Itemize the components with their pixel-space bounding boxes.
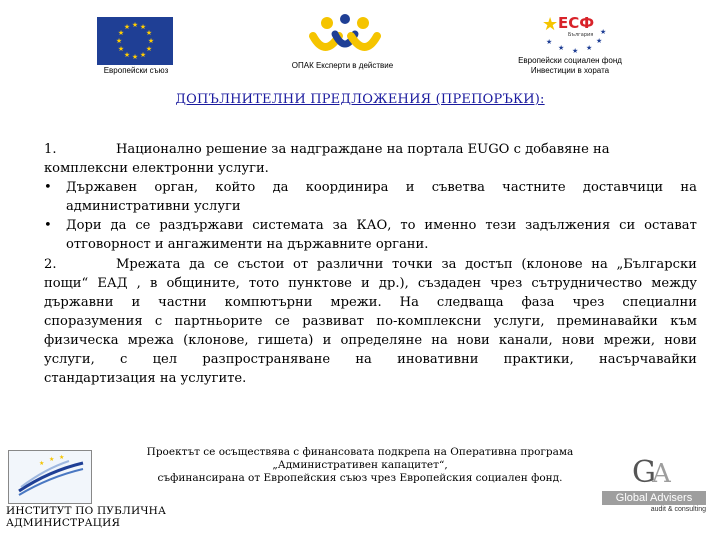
svg-text:★: ★	[147, 37, 155, 45]
word: насърчавайки	[599, 352, 697, 368]
item2-line2	[44, 274, 697, 293]
svg-text:★: ★	[586, 44, 593, 52]
word: на	[680, 180, 697, 196]
word: който	[215, 180, 256, 196]
ga-subtitle: audit & consulting	[650, 506, 706, 513]
word: „Български	[616, 256, 697, 272]
word: доставчици	[582, 180, 664, 196]
word: то	[400, 218, 416, 234]
word: да	[110, 218, 127, 234]
word: състои	[237, 256, 285, 272]
word: на	[355, 352, 372, 368]
item2-line4	[44, 312, 697, 331]
word: др.),	[378, 275, 409, 291]
word: да	[189, 256, 206, 272]
svg-text:България: България	[568, 32, 594, 38]
word: създаден	[417, 275, 482, 291]
word: по-комплексни	[376, 313, 482, 329]
esf-logo	[532, 12, 612, 56]
word: (клонове,	[183, 332, 249, 348]
ipa-caption-line2: АДМИНИСТРАЦИЯ	[6, 517, 121, 529]
bullet2-line2: отговорност и ангажименти на държавните органи.	[66, 237, 429, 253]
svg-text:G: G	[632, 455, 656, 488]
word: за	[441, 256, 457, 272]
word: сътрудничество	[531, 275, 643, 291]
word: към	[670, 313, 697, 329]
word: На	[399, 294, 419, 310]
word: общините,	[166, 275, 240, 291]
word: пощи“	[44, 275, 89, 291]
word: и	[361, 275, 370, 291]
page-title: ДОПЪЛНИТЕЛНИ ПРЕДЛОЖЕНИЯ (ПРЕПОРЪКИ):	[175, 92, 545, 107]
word: нови	[664, 332, 697, 348]
svg-text:★: ★	[131, 21, 139, 29]
svg-text:★: ★	[596, 37, 603, 45]
item2-line3	[44, 293, 697, 312]
svg-text:★: ★	[117, 45, 125, 53]
item1-text-line2: комплексни електронни услуги.	[44, 161, 269, 177]
bullet1	[44, 178, 697, 197]
ga-brand: Global Advisers	[602, 491, 706, 505]
word: се	[274, 313, 290, 329]
eu-flag-logo	[97, 17, 173, 65]
svg-text:★: ★	[117, 29, 125, 37]
word: определяне	[340, 332, 423, 348]
word: чрез	[490, 275, 523, 291]
word: частни	[158, 294, 207, 310]
svg-text:★: ★	[59, 454, 65, 461]
ipa-caption	[6, 505, 176, 529]
svg-text:★: ★	[600, 28, 607, 36]
word: различни	[316, 256, 384, 272]
word: иновативни	[397, 352, 479, 368]
word: раздържави	[159, 218, 244, 234]
word: услуги,	[44, 352, 95, 368]
word: между	[651, 275, 697, 291]
word: се	[135, 218, 151, 234]
word: именно	[424, 218, 477, 234]
funding-line1: Проектът се осъществява с финансовата подкрепа на Оперативна програма	[146, 446, 574, 458]
word: си	[619, 218, 636, 234]
svg-text:★: ★	[145, 45, 153, 53]
svg-text:★: ★	[558, 44, 565, 52]
word: в	[149, 275, 158, 291]
word: от	[293, 256, 309, 272]
word: държавни	[44, 294, 114, 310]
word: частните	[502, 180, 566, 196]
word: чрез	[572, 294, 605, 310]
bullet2	[44, 216, 697, 235]
ipa-caption-line1: ИНСТИТУТ ПО ПУБЛИЧНА	[6, 505, 167, 517]
item2-line7: стандартизация на услугите.	[44, 371, 247, 387]
word: споразумения	[44, 313, 143, 329]
word: Дори	[66, 218, 102, 234]
item2-number: 2.	[44, 256, 57, 272]
word: развиват	[302, 313, 365, 329]
word: мрежа	[127, 332, 174, 348]
word: нови	[561, 332, 595, 348]
item2-text-line1	[116, 255, 697, 274]
word: се	[213, 256, 229, 272]
word: на	[591, 256, 608, 272]
word: тези	[485, 218, 517, 234]
word: ,	[136, 275, 141, 291]
word: пунктове	[288, 275, 352, 291]
svg-text:★: ★	[123, 23, 131, 31]
word: (клонове	[521, 256, 583, 272]
recommendations-body	[44, 140, 697, 388]
word: орган,	[154, 180, 199, 196]
item2-line6	[44, 350, 697, 369]
word: с	[154, 313, 163, 329]
word: компютърни	[224, 294, 313, 310]
item2-line1	[44, 255, 697, 274]
word: координира	[305, 180, 389, 196]
esf-caption-line1: Европейски социален фонд	[518, 56, 622, 65]
svg-text:★: ★	[542, 14, 559, 35]
word: с	[120, 352, 128, 368]
word: мрежи,	[603, 332, 655, 348]
svg-text:★: ★	[49, 456, 55, 463]
bullet1-line1	[66, 178, 697, 197]
word: следваща	[436, 294, 504, 310]
funding-line3: съфинансирана от Европейския съюз чрез Европейския социален фонд.	[157, 472, 563, 484]
word: разпространяване	[202, 352, 331, 368]
ipa-logo	[8, 450, 92, 504]
svg-text:★: ★	[115, 37, 123, 45]
word: Държавен	[66, 180, 138, 196]
word: фаза	[521, 294, 555, 310]
opak-logo	[305, 14, 385, 60]
item1-text-line1: Национално решение за надграждане на портала EUGO с добавяне на	[116, 142, 610, 157]
item2-line5	[44, 331, 697, 350]
svg-text:★: ★	[39, 460, 45, 467]
word: на	[431, 332, 448, 348]
word: и	[405, 180, 415, 196]
esf-caption	[500, 56, 640, 76]
word: за	[332, 218, 348, 234]
word: преминавайки	[556, 313, 658, 329]
word: нови	[457, 332, 490, 348]
bullet2-line1	[66, 216, 697, 235]
word: канали,	[498, 332, 553, 348]
bullet1-line2: административни услуги	[66, 199, 241, 215]
word: КАО,	[356, 218, 392, 234]
word: гишета)	[257, 332, 314, 348]
word: цел	[152, 352, 178, 368]
svg-text:ЕСФ: ЕСФ	[558, 14, 595, 32]
word: и	[131, 294, 141, 310]
word: точки	[392, 256, 433, 272]
svg-text:★: ★	[139, 51, 147, 59]
bullet1-mark: •	[44, 180, 52, 196]
word: услуги,	[493, 313, 545, 329]
word: практики,	[503, 352, 574, 368]
svg-text:★: ★	[546, 38, 553, 46]
eu-stars-icon	[97, 17, 173, 65]
funding-line2: „Административен капацитет“,	[272, 459, 448, 471]
word: тото	[248, 275, 280, 291]
word: физическа	[44, 332, 119, 348]
word: ЕАД	[97, 275, 128, 291]
word: задължения	[525, 218, 611, 234]
svg-text:★: ★	[131, 53, 139, 61]
funding-statement	[120, 446, 600, 485]
word: системата	[252, 218, 324, 234]
word: достъп	[465, 256, 513, 272]
word: специални	[622, 294, 697, 310]
word: Мрежата	[116, 256, 181, 272]
opak-caption: ОПАК Експерти в действие	[291, 61, 394, 70]
word: мрежи.	[330, 294, 382, 310]
svg-text:★: ★	[123, 51, 131, 59]
word: остават	[644, 218, 697, 234]
word: и	[322, 332, 332, 348]
svg-text:★: ★	[139, 23, 147, 31]
item1-line1	[44, 140, 697, 159]
item1-number: 1.	[44, 142, 57, 157]
global-advisers-logo	[628, 454, 678, 488]
word: да	[272, 180, 289, 196]
svg-text:★: ★	[572, 47, 579, 55]
eu-caption: Европейски съюз	[103, 66, 169, 75]
word: съветва	[431, 180, 485, 196]
svg-text:A: A	[652, 459, 671, 488]
word: партньорите	[174, 313, 263, 329]
esf-caption-line2: Инвестиции в хората	[530, 66, 610, 75]
svg-text:★: ★	[145, 29, 153, 37]
bullet2-mark: •	[44, 218, 52, 234]
